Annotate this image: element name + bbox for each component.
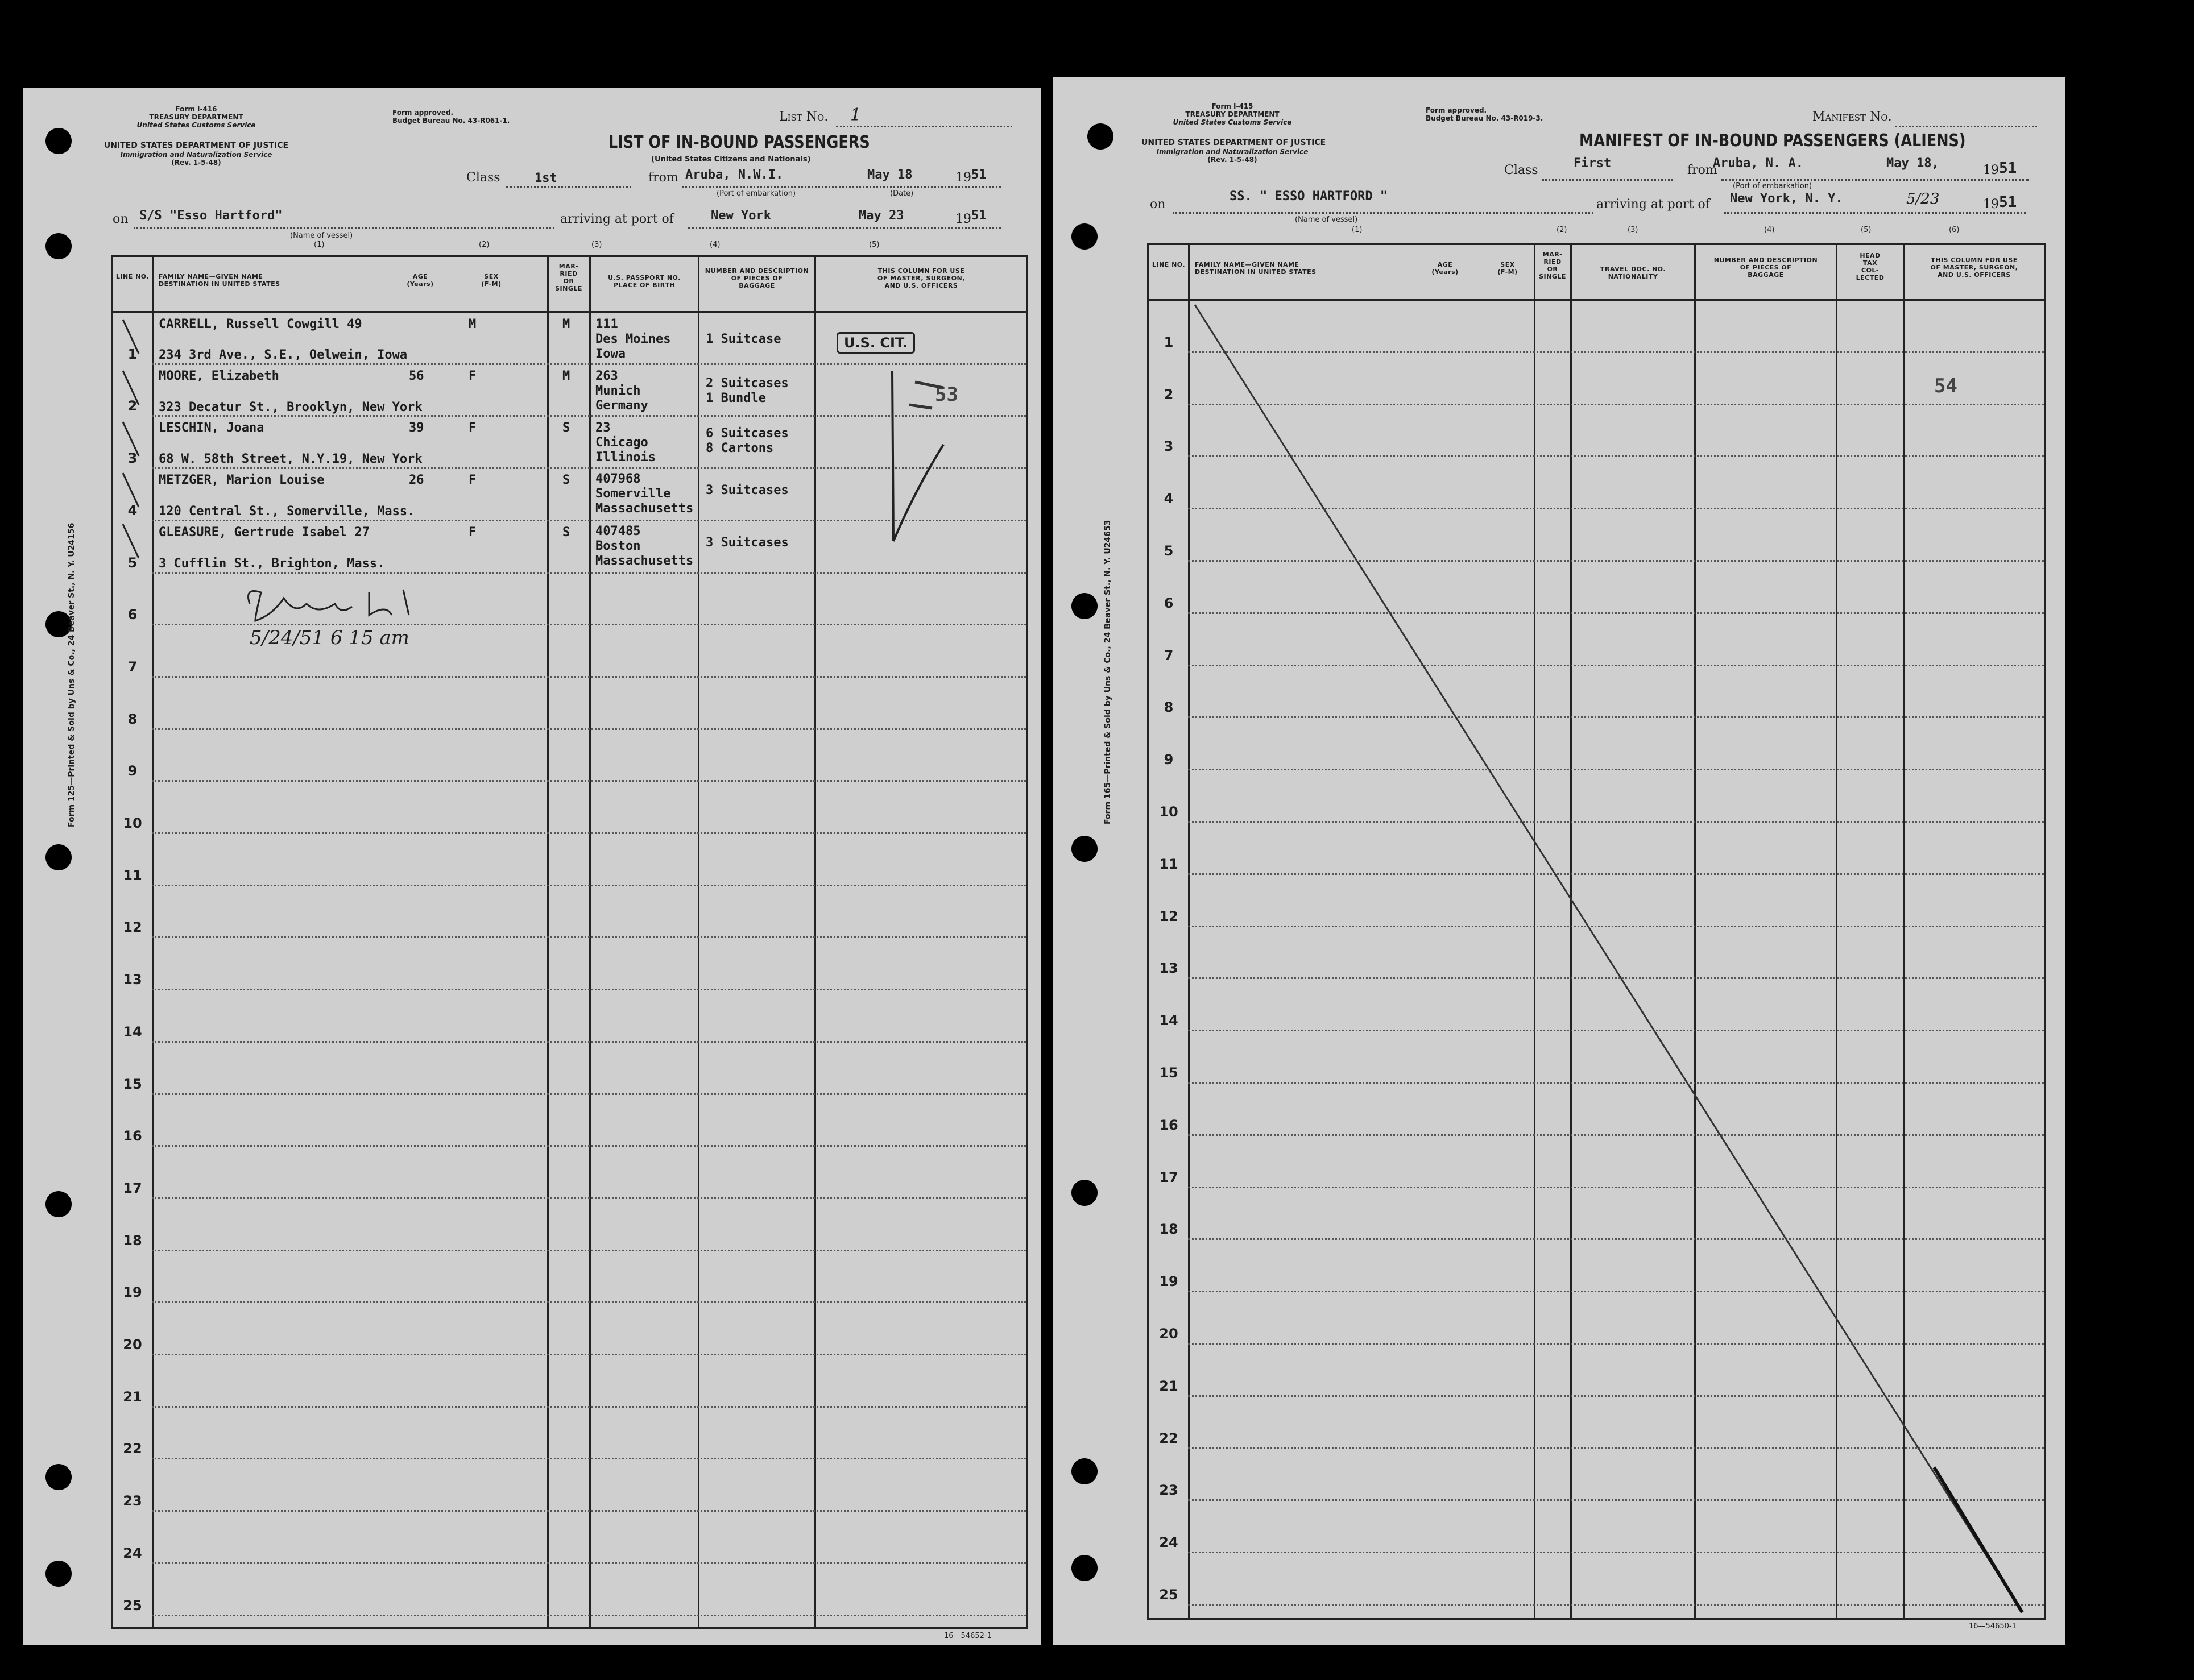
left-passenger-list-sheet [23, 88, 1041, 1645]
line-number: 24 [1159, 1534, 1178, 1551]
line-number: 2 [127, 398, 138, 414]
entry-name: METZGER, Marion Louise [159, 473, 325, 487]
line-number: 21 [123, 1388, 142, 1405]
punch-hole [1071, 1555, 1098, 1581]
line-number: 18 [1159, 1221, 1178, 1238]
line-number: 21 [1159, 1378, 1178, 1394]
line-number: 25 [123, 1597, 142, 1613]
table-row [152, 1510, 1026, 1512]
arrival-year: 51 [971, 209, 987, 223]
line-number: 11 [123, 867, 142, 883]
punch-hole [1071, 223, 1098, 250]
column-divider [814, 257, 816, 1627]
handwritten-date: 5/24/51 6 15 am [250, 627, 409, 649]
class-value: First [1574, 156, 1612, 171]
entry-destination: 120 Central St., Somerville, Mass. [159, 504, 415, 518]
punch-hole [45, 1191, 72, 1217]
entry-passport: 263 Munich Germany [595, 369, 648, 413]
cancel-line [1149, 245, 2044, 1618]
table-row [152, 1093, 1026, 1095]
line-number: 17 [1159, 1169, 1178, 1185]
vessel-caption: (Name of vessel) [1295, 215, 1358, 224]
budget-bureau-number: Budget Bureau No. 43-R061-1. [392, 117, 510, 125]
page-title: MANIFEST OF IN-BOUND PASSENGERS (ALIENS) [1579, 131, 1966, 151]
from-line [682, 186, 1001, 188]
manifest-table [1147, 243, 2046, 1620]
line-number: 8 [1164, 699, 1174, 716]
immigration-service: Immigration and Naturalization Service [1156, 148, 1309, 156]
line-number: 10 [123, 815, 142, 831]
vessel-line [134, 227, 554, 229]
line-number: 12 [1159, 908, 1178, 924]
entry-age: 26 [409, 473, 424, 487]
table-row [152, 1458, 1026, 1459]
entry-destination: 68 W. 58th Street, N.Y.19, New York [159, 452, 423, 466]
line-number: 19 [123, 1284, 142, 1301]
revision-date: (Rev. 1-5-48) [1207, 156, 1257, 164]
customs-service: United States Customs Service [1173, 118, 1292, 126]
line-number: 23 [123, 1493, 142, 1509]
entry-tick-marks [116, 314, 150, 587]
line-number: 13 [123, 972, 142, 988]
arrival-year-prefix: 19 [955, 212, 971, 226]
embarkation-year: 51 [971, 168, 987, 182]
port-caption: (Port of embarkation) [717, 189, 796, 198]
header-name: FAMILY NAME—GIVEN NAME DESTINATION IN UNITED STATES [1195, 261, 1317, 276]
table-row [152, 1250, 1026, 1251]
arrival-year-prefix: 19 [1983, 197, 1999, 211]
form-approved: Form approved. [1426, 106, 1487, 114]
form-footer-code: 16—54650-1 [1969, 1622, 2017, 1631]
form-number: Form I-416 [175, 105, 217, 113]
line-number: 1 [1164, 334, 1174, 350]
punch-hole [45, 1464, 72, 1490]
arrival-date: May 23 [859, 209, 904, 223]
arrival-line [688, 227, 1001, 229]
table-row [152, 1615, 1026, 1616]
year-prefix: 19 [1983, 163, 1999, 177]
punch-hole [1071, 1458, 1098, 1484]
entry-sex: F [469, 473, 477, 487]
entry-married: S [562, 525, 570, 540]
header-age: AGE (Years) [407, 273, 434, 288]
table-row [152, 1301, 1026, 1303]
entry-baggage: 3 Suitcases [706, 483, 789, 497]
embarkation-year: 51 [1999, 160, 2017, 177]
line-number: 16 [1159, 1117, 1178, 1133]
line-number: 4 [127, 502, 138, 518]
column-divider [152, 257, 154, 1627]
entry-passport: 407485 Boston Massachusetts [595, 524, 694, 568]
entry-name: GLEASURE, Gertrude Isabel 27 [159, 525, 370, 540]
arriving-label: arriving at port of [560, 212, 674, 226]
line-number: 10 [1159, 804, 1178, 820]
entry-baggage: 2 Suitcases 1 Bundle [706, 376, 789, 405]
vessel-name: S/S "Esso Hartford" [139, 209, 283, 223]
line-number: 2 [1164, 386, 1174, 403]
entry-married: S [562, 473, 570, 487]
header-travel-doc: TRAVEL DOC. NO. NATIONALITY [1600, 266, 1666, 280]
form-footer-code: 16—54652-1 [944, 1632, 992, 1640]
treasury-department: TREASURY DEPARTMENT [1185, 110, 1280, 118]
embarkation-port: Aruba, N. A. [1713, 156, 1803, 171]
list-number-value: 1 [850, 105, 862, 125]
header-sex: SEX (F-M) [481, 273, 502, 288]
on-label: on [1150, 197, 1166, 211]
entry-sex: F [469, 525, 477, 540]
header-name: FAMILY NAME—GIVEN NAME DESTINATION IN UNITED STATES [159, 273, 280, 288]
class-label: Class [1504, 163, 1538, 177]
class-line [1542, 179, 1673, 181]
table-row [152, 780, 1026, 782]
us-citizen-stamp: U.S. CIT. [837, 332, 915, 354]
embarkation-date: May 18 [867, 168, 913, 182]
from-line [1721, 179, 2029, 181]
header-married: MAR- RIED OR SINGLE [555, 263, 582, 292]
column-divider [589, 257, 591, 1627]
header-rule [113, 311, 1026, 313]
from-label: from [1687, 163, 1717, 177]
embarkation-date: May 18, [1886, 156, 1939, 171]
entry-age: 39 [409, 421, 424, 435]
arrival-year: 51 [1999, 194, 2017, 211]
table-row [152, 936, 1026, 938]
entry-baggage: 6 Suitcases 8 Cartons [706, 426, 789, 455]
arrival-date: 5/23 [1906, 190, 1940, 208]
class-line [506, 186, 631, 188]
line-number: 23 [1159, 1482, 1178, 1499]
header-baggage: NUMBER AND DESCRIPTION OF PIECES OF BAGGAGE [1713, 256, 1818, 279]
header-married: MAR- RIED OR SINGLE [1539, 251, 1566, 280]
entry-married: M [562, 369, 570, 383]
customs-service: United States Customs Service [136, 121, 256, 129]
department-of-justice: UNITED STATES DEPARTMENT OF JUSTICE [1141, 138, 1326, 147]
date-caption: (Date) [890, 189, 914, 198]
table-row [152, 885, 1026, 886]
header-line-no: LINE NO. [115, 273, 150, 280]
embarkation-port: Aruba, N.W.I. [685, 168, 784, 182]
entry-age: 56 [409, 369, 424, 383]
line-number: 5 [1164, 543, 1174, 559]
line-number: 20 [123, 1337, 142, 1353]
on-label: on [113, 212, 129, 226]
column-index: (1) [1352, 226, 1363, 234]
entry-destination: 234 3rd Ave., S.E., Oelwein, Iowa [159, 348, 408, 362]
header-sex: SEX (F-M) [1497, 261, 1518, 276]
passenger-table [111, 255, 1028, 1629]
printer-side-text: Form 165—Printed & Sold by Uns & Co., 24 Beaver St., N. Y. U24653 [1103, 520, 1112, 824]
entry-name: MOORE, Elizabeth [159, 369, 279, 383]
page-subtitle: (United States Citizens and Nationals) [651, 155, 811, 164]
table-row [152, 832, 1026, 834]
header-line-no: LINE NO. [1152, 261, 1186, 268]
column-index: (4) [1764, 226, 1775, 234]
department-of-justice: UNITED STATES DEPARTMENT OF JUSTICE [104, 141, 289, 150]
column-index: (6) [1949, 226, 1960, 234]
ghost-page-number: 54 [1934, 375, 1957, 397]
line-number: 24 [123, 1545, 142, 1561]
header-officers: THIS COLUMN FOR USE OF MASTER, SURGEON, AND U.S. OFFICERS [1930, 256, 2018, 279]
line-number: 3 [127, 450, 138, 467]
punch-hole [45, 233, 72, 259]
column-divider [698, 257, 699, 1627]
punch-hole [45, 1561, 72, 1587]
line-number: 22 [1159, 1430, 1178, 1446]
punch-hole [1087, 123, 1113, 150]
from-label: from [648, 171, 678, 185]
line-number: 16 [123, 1128, 142, 1144]
line-number: 7 [127, 658, 138, 675]
punch-hole [1071, 1180, 1098, 1206]
table-row [152, 1354, 1026, 1355]
line-number: 7 [1164, 647, 1174, 663]
line-number: 14 [1159, 1013, 1178, 1029]
entry-baggage: 1 Suitcase [706, 332, 781, 346]
immigration-service: Immigration and Naturalization Service [120, 151, 272, 159]
class-label: Class [466, 171, 500, 185]
form-number: Form I-415 [1211, 102, 1253, 110]
table-row [152, 1041, 1026, 1043]
line-number: 3 [1164, 438, 1174, 455]
checkmark-icon [830, 359, 955, 621]
revision-date: (Rev. 1-5-48) [171, 159, 221, 167]
table-row [152, 1197, 1026, 1199]
entry-destination: 3 Cufflin St., Brighton, Mass. [159, 557, 385, 571]
entry-name: LESCHIN, Joana [159, 421, 264, 435]
table-row [152, 1406, 1026, 1408]
header-officers: THIS COLUMN FOR USE OF MASTER, SURGEON, AND U.S. OFFICERS [877, 267, 965, 289]
entry-baggage: 3 Suitcases [706, 536, 789, 550]
table-row [152, 1145, 1026, 1147]
line-number: 13 [1159, 960, 1178, 977]
manifest-number-line [1895, 126, 2037, 127]
header-age: AGE (Years) [1431, 261, 1459, 276]
vessel-name: SS. " ESSO HARTFORD " [1230, 189, 1388, 204]
entry-passport: 23 Chicago Illinois [595, 421, 656, 464]
column-divider [547, 257, 549, 1627]
column-index: (1) [314, 240, 325, 249]
column-index: (5) [1861, 226, 1872, 234]
port-caption: (Port of embarkation) [1733, 182, 1812, 190]
line-number: 6 [1164, 595, 1174, 611]
line-number: 19 [1159, 1274, 1178, 1290]
arrival-line [1724, 212, 2026, 214]
entry-name: CARRELL, Russell Cowgill 49 [159, 317, 362, 331]
entry-passport: 111 Des Moines Iowa [595, 317, 671, 361]
punch-hole [1071, 836, 1098, 862]
line-number: 18 [123, 1232, 142, 1248]
header-baggage: NUMBER AND DESCRIPTION OF PIECES OF BAGGAGE [705, 267, 809, 289]
arrival-port: New York, N. Y. [1730, 192, 1843, 206]
ghost-page-number: 53 [935, 383, 958, 406]
column-index: (3) [591, 240, 602, 249]
line-number: 1 [127, 346, 138, 362]
table-row [152, 728, 1026, 730]
line-number: 22 [123, 1441, 142, 1457]
header-passport: U.S. PASSPORT NO. PLACE OF BIRTH [608, 274, 681, 289]
column-index: (4) [710, 240, 721, 249]
page-title: LIST OF IN-BOUND PASSENGERS [608, 132, 870, 152]
column-index: (2) [1557, 226, 1567, 234]
class-value: 1st [535, 171, 557, 185]
line-number: 25 [1159, 1587, 1178, 1603]
entry-destination: 323 Decatur St., Brooklyn, New York [159, 400, 423, 414]
entry-married: S [562, 421, 570, 435]
line-number: 8 [127, 711, 138, 727]
table-row [152, 1562, 1026, 1564]
punch-hole [45, 844, 72, 870]
header-head-tax: HEAD TAX COL- LECTED [1856, 252, 1885, 281]
year-prefix: 19 [955, 171, 971, 185]
line-number: 15 [1159, 1065, 1178, 1081]
budget-bureau-number: Budget Bureau No. 43-R019-3. [1426, 114, 1543, 122]
list-number-label: List No. [779, 110, 829, 124]
punch-hole [45, 128, 72, 154]
column-index: (5) [869, 240, 880, 249]
entry-sex: M [469, 317, 477, 331]
arrival-port: New York [711, 209, 771, 223]
line-number: 11 [1159, 856, 1178, 872]
vessel-line [1173, 212, 1593, 214]
line-number: 6 [127, 607, 138, 623]
table-row [152, 989, 1026, 990]
line-number: 15 [123, 1076, 142, 1092]
right-manifest-sheet [1053, 77, 2065, 1645]
line-number: 5 [127, 554, 138, 571]
line-number: 20 [1159, 1326, 1178, 1342]
column-index: (3) [1628, 226, 1638, 234]
line-number: 9 [127, 763, 138, 779]
entry-sex: F [469, 421, 477, 435]
line-number: 14 [123, 1023, 142, 1040]
arriving-label: arriving at port of [1596, 197, 1710, 211]
entry-married: M [562, 317, 570, 331]
vessel-caption: (Name of vessel) [290, 231, 353, 240]
column-index: (2) [479, 240, 490, 249]
line-number: 17 [123, 1180, 142, 1196]
manifest-number-label: Manifest No. [1812, 110, 1892, 124]
line-number: 4 [1164, 491, 1174, 507]
line-number: 12 [123, 919, 142, 936]
punch-hole [1071, 593, 1098, 619]
treasury-department: TREASURY DEPARTMENT [149, 113, 243, 121]
printer-side-text: Form 125—Printed & Sold by Uns & Co., 24 Beaver St., N. Y. U24156 [67, 522, 76, 827]
form-approved: Form approved. [392, 109, 454, 117]
entry-passport: 407968 Somerville Massachusetts [595, 472, 694, 516]
entry-sex: F [469, 369, 477, 383]
line-number: 9 [1164, 752, 1174, 768]
list-number-line [836, 126, 1012, 127]
